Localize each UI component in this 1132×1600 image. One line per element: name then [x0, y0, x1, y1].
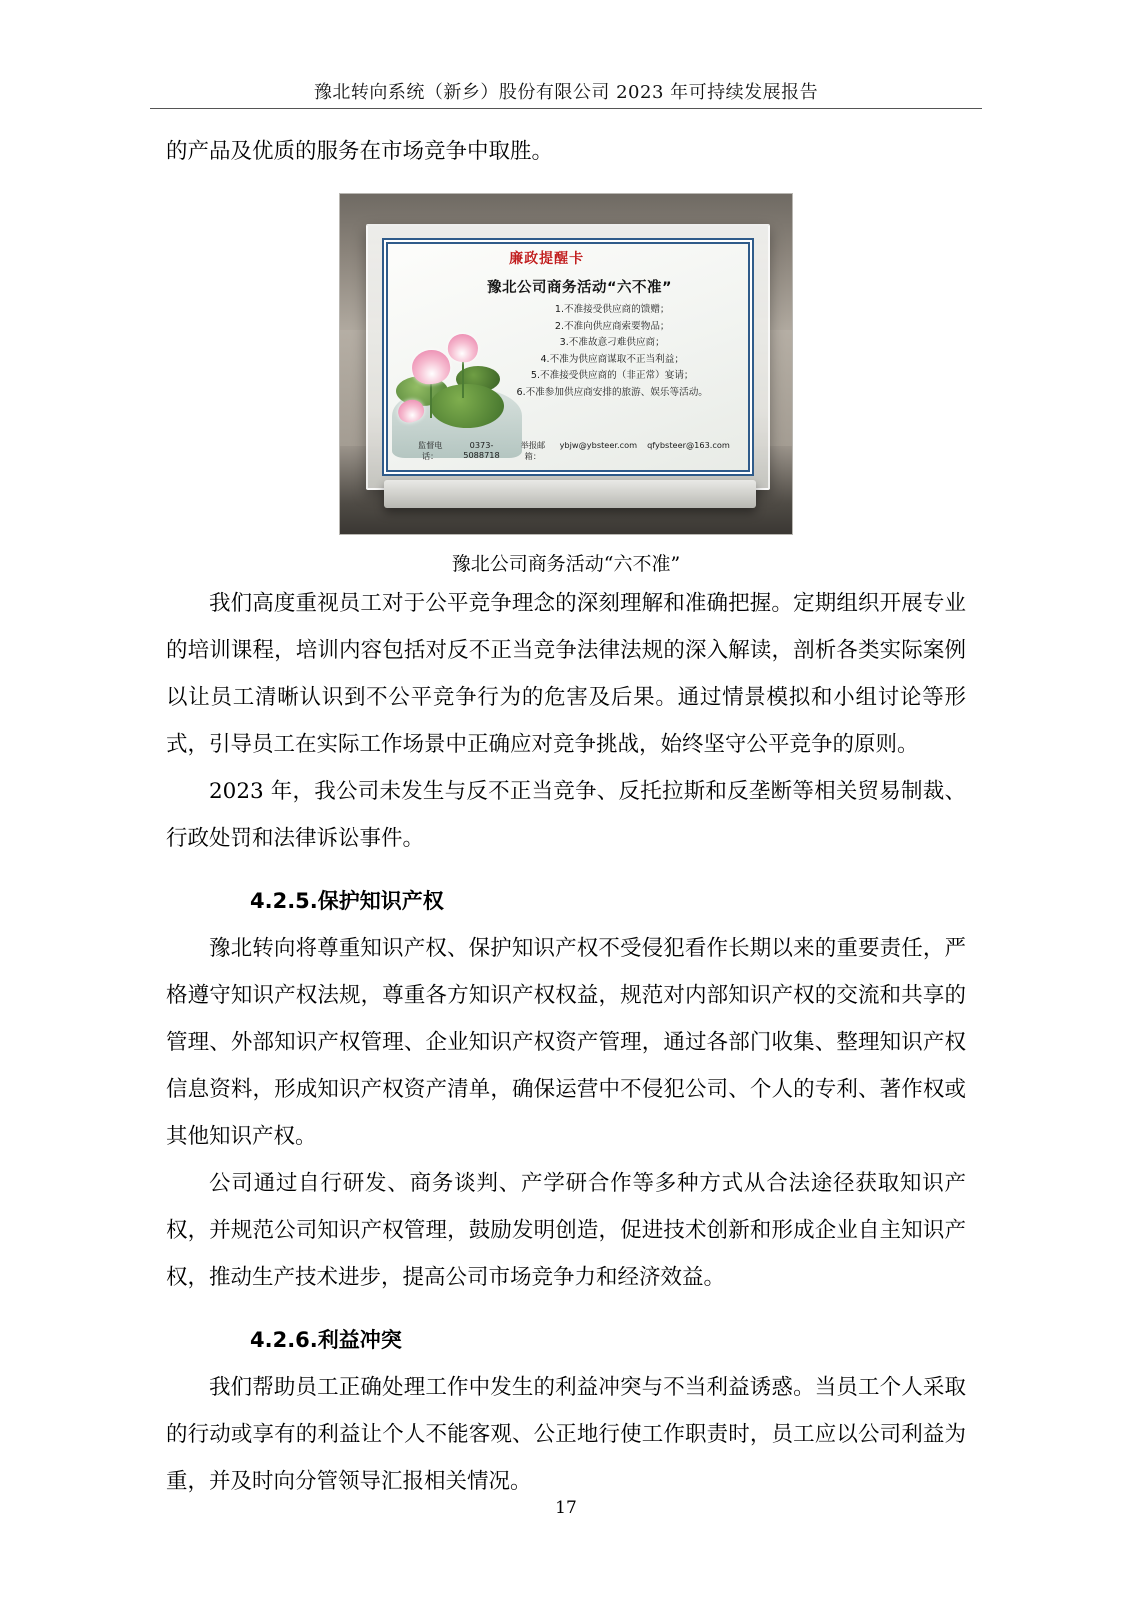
paragraph-continuation: 的产品及优质的服务在市场竞争中取胜。 — [166, 139, 554, 164]
card-footer — [413, 440, 729, 462]
card-rule-item: 5.不准接受供应商的（非正常）宴请； — [530, 370, 694, 381]
card-rule-item: 1.不准接受供应商的馈赠； — [554, 304, 670, 315]
figure-block — [166, 193, 966, 576]
paragraph-ip-acquisition: 公司通过自行研发、商务谈判、产学研合作等多种方式从合法途径获取知识产权，并规范公司知识产权管理，鼓励发明创造，促进技术创新和形成企业自主知识产权，推动生产技术进步，提高公司市场竞争力和经济效益。 — [166, 1171, 966, 1290]
supervision-phone-value: 0373-5088718 — [463, 440, 500, 460]
page-number: 17 — [555, 1498, 577, 1518]
report-mail-label: 举报邮箱： — [520, 440, 546, 461]
paragraph-conflict-of-interest: 我们帮助员工正确处理工作中发生的利益冲突与不当利益诱惑。当员工个人采取的行动或享有的利益让个人不能客观、公正地行使工作职责时，员工应以公司利益为重，并及时向分管领导汇报相关情况。 — [166, 1375, 966, 1494]
lotus-flower — [446, 332, 480, 365]
paragraph-ip-protection: 豫北转向将尊重知识产权、保护知识产权不受侵犯看作长期以来的重要责任，严格遵守知识产权法规，尊重各方知识产权权益，规范对内部知识产权的交流和共享的管理、外部知识产权管理、企业知识产权资产管理，通过各部门收集、整理知识产权信息资料，形成知识产权资产清单，确保运营中不侵犯公司、个人的专利、著作权或其他知识产权。 — [166, 936, 966, 1149]
header-divider — [150, 108, 982, 109]
report-mail-value-1: ybjw@ybsteer.com — [559, 440, 638, 450]
heading-text: 利益冲突 — [317, 1328, 402, 1352]
heading-4-2-6 — [166, 1317, 966, 1364]
paragraph-no-violations-2023: 2023 年，我公司未发生与反不正当竞争、反托拉斯和反垄断等相关贸易制裁、行政处罚和法律诉讼事件。 — [166, 779, 966, 851]
heading-text: 保护知识产权 — [317, 889, 444, 913]
card-rule-item: 4.不准为供应商谋取不正当利益； — [540, 353, 684, 365]
compliance-card — [382, 238, 754, 476]
card-rules-list — [516, 302, 707, 401]
page-content — [166, 128, 966, 1505]
heading-number: 4.2.5. — [250, 889, 318, 913]
figure-caption: 豫北公司商务活动“六不准” — [451, 553, 681, 575]
heading-number: 4.2.6. — [250, 1328, 318, 1352]
photo-compliance-card — [339, 193, 793, 535]
lotus-stem — [462, 358, 464, 398]
acrylic-stand — [366, 224, 770, 490]
paragraph-fair-competition-training: 我们高度重视员工对于公平竞争理念的深刻理解和准确把握。定期组织开展专业的培训课程，培训内容包括对反不正当竞争法律法规的深入解读，剖析各类实际案例以让员工清晰认识到不公平竞争行为的危害及后果。通过情景模拟和小组讨论等形式，引导员工在实际工作场景中正确应对竞争挑战，始终坚守公平竞争的原则。 — [166, 591, 966, 757]
report-mail-value-2: qfybsteer@163.com — [647, 440, 730, 450]
supervision-phone-label: 监督电话： — [417, 440, 443, 461]
page-header: 豫北转向系统（新乡）股份有限公司 2023 年可持续发展报告 — [313, 82, 819, 103]
lotus-pad — [430, 384, 504, 428]
card-rule-item: 2.不准向供应商索要物品； — [554, 320, 670, 332]
card-rule-item: 6.不准参加供应商安排的旅游、娱乐等活动。 — [516, 386, 708, 398]
heading-4-2-5 — [166, 878, 966, 925]
card-title: 廉政提醒卡 — [509, 251, 585, 267]
stand-base — [384, 480, 756, 508]
lotus-artwork — [392, 308, 522, 458]
card-rule-item: 3.不准故意刁难供应商； — [559, 337, 665, 348]
card-subtitle: 豫北公司商务活动“六不准” — [487, 280, 673, 296]
